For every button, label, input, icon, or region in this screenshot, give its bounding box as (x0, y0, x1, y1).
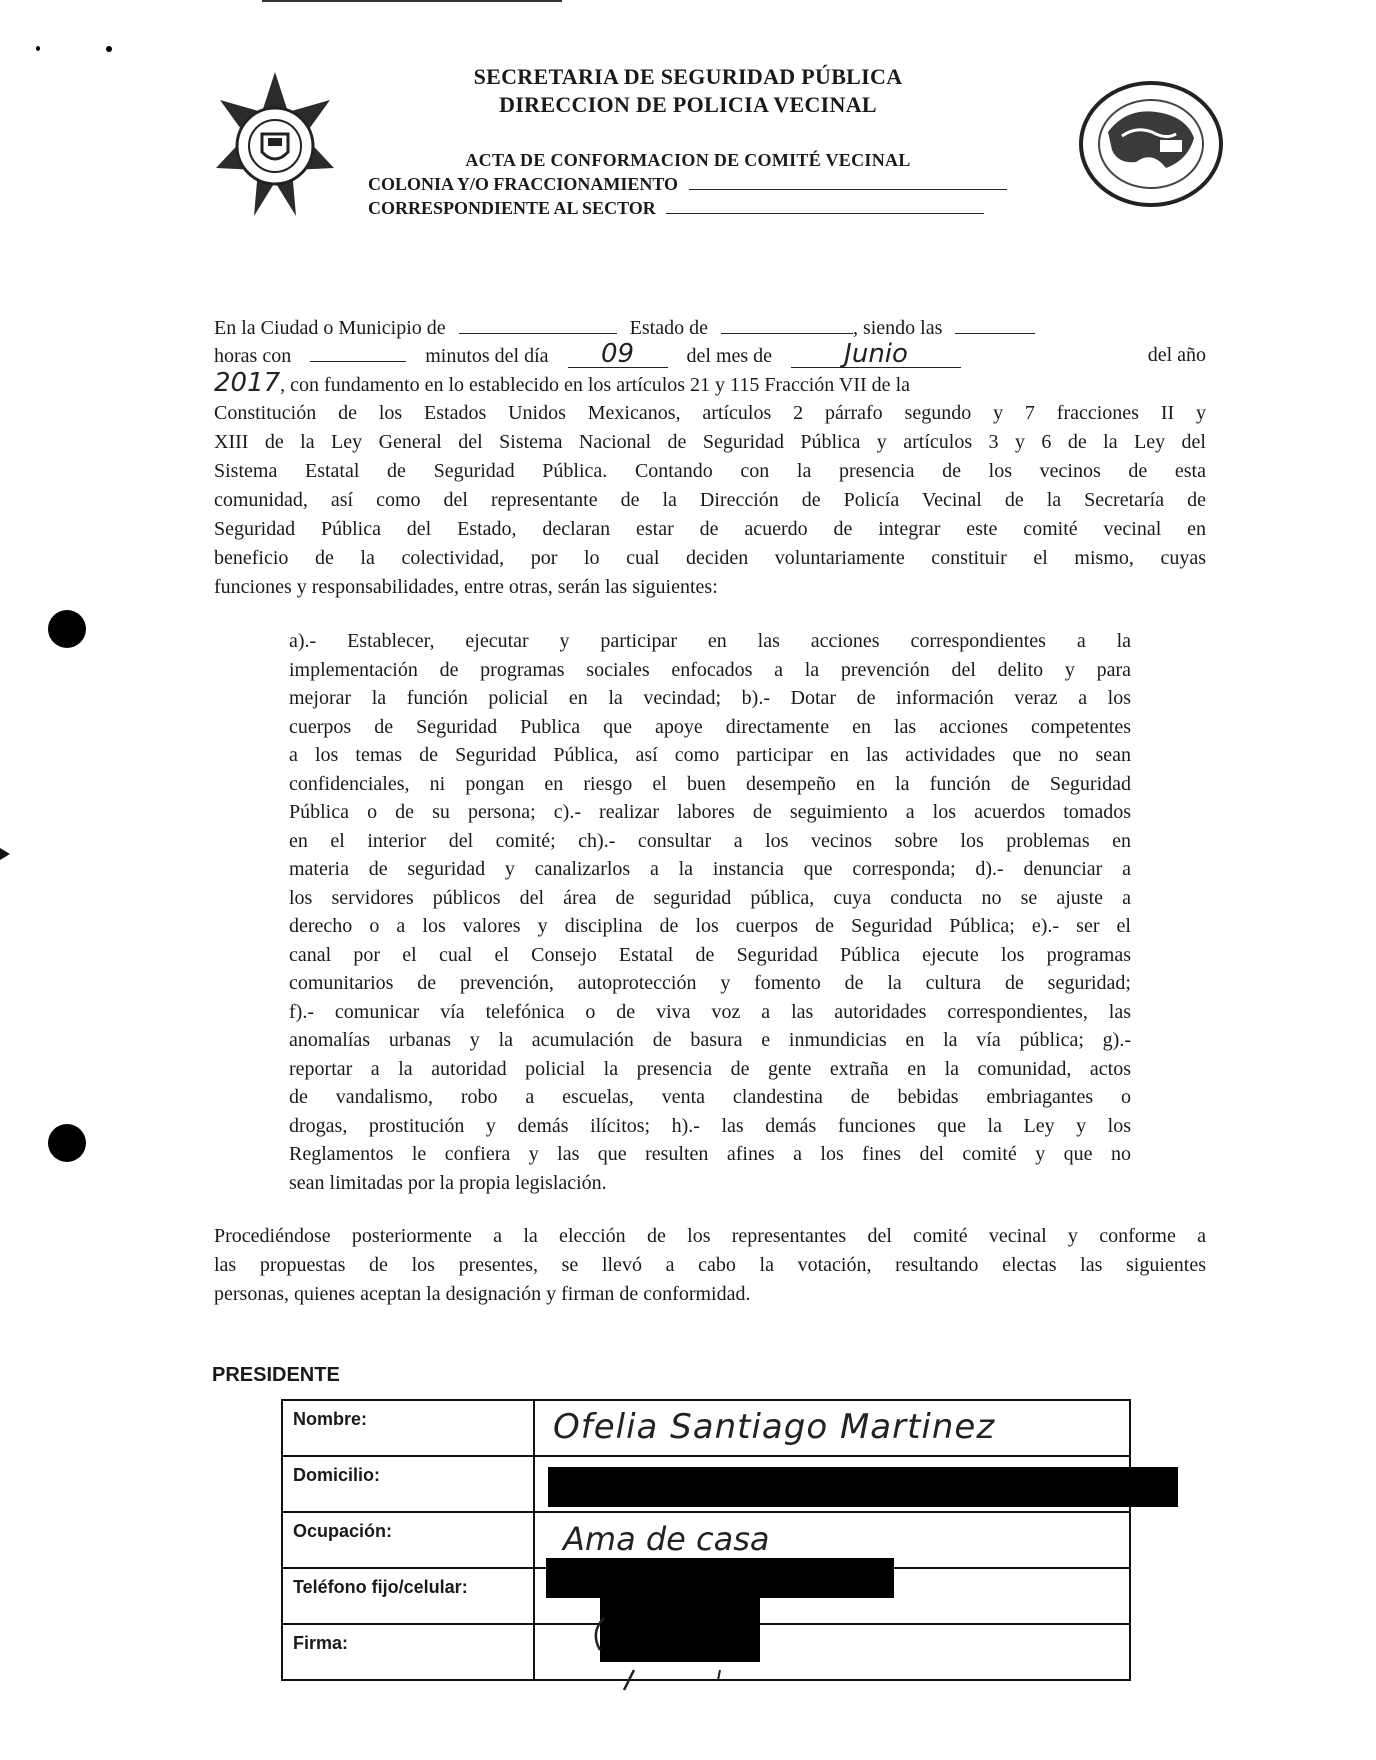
intro-city-label: En la Ciudad o Municipio de (214, 317, 446, 339)
nombre-label: Nombre: (282, 1400, 534, 1456)
colonia-line (368, 174, 1007, 195)
ocupacion-label: Ocupación: (282, 1512, 534, 1568)
colonia-blank (689, 189, 1007, 190)
nombre-cell[interactable] (534, 1400, 1130, 1456)
year-value: 2017 (214, 368, 281, 398)
ministry-title: SECRETARIA DE SEGURIDAD PÚBLICA (473, 64, 903, 89)
function-line: reportar a la autoridad policial la presencia de gente extraña en la comunidad, actos (289, 1057, 1131, 1080)
closing-line: las propuestas de los presentes, se llevó a cabo la votación, resultando electas las siguientes (214, 1254, 1206, 1276)
day-value: 09 (568, 341, 668, 368)
intro-state-label: Estado de (629, 317, 708, 339)
scan-speck (0, 848, 10, 860)
intro-row-2 (214, 341, 1206, 371)
intro-line: Seguridad Pública del Estado, declaran estar de acuerdo de integrar este comité vecinal en (214, 518, 1206, 540)
nombre-value: Ofelia Santiago Martinez (553, 1407, 996, 1447)
table-row (282, 1400, 1130, 1456)
function-line: derecho o a los valores y disciplina de los cuerpos de Seguridad Pública; e).- ser el (289, 915, 1131, 937)
intro-line: Sistema Estatal de Seguridad Pública. Contando con la presencia de los vecinos de esta (214, 460, 1206, 482)
ocupacion-value: Ama de casa (563, 1520, 770, 1558)
intro-line: XIII de la Ley General del Sistema Nacional de Seguridad Pública y artículos 3 y 6 de la Ley del (214, 431, 1206, 453)
hole-punch-mark (48, 1124, 86, 1162)
scan-top-line (262, 0, 562, 2)
domicilio-label: Domicilio: (282, 1456, 534, 1512)
colonia-label: COLONIA Y/O FRACCIONAMIENTO (368, 174, 679, 194)
function-line: los servidores públicos del área de seguridad pública, cuya conducta no se ajuste a (289, 886, 1131, 909)
function-line: sean limitadas por la propia legislación. (289, 1171, 607, 1194)
intro-day-label: minutos del día (425, 345, 549, 367)
signature-stroke (580, 1612, 740, 1692)
city-blank (459, 333, 617, 334)
intro-line: funciones y responsabilidades, entre otras, serán las siguientes: (214, 576, 718, 598)
closing-paragraph (214, 1222, 1206, 1309)
hole-punch-mark (48, 610, 86, 648)
minutes-blank (310, 361, 406, 362)
intro-row-1 (214, 314, 1206, 343)
function-line: anomalías urbanas y la acumulación de basura e inmundicias en la vía pública; g).- (289, 1029, 1131, 1051)
intro-line: comunidad, así como del representante de la Dirección de Policía Vecinal de la Secretaría de (214, 489, 1206, 511)
function-line: a los temas de Seguridad Pública, así como participar en las actividades que no sean (289, 744, 1131, 766)
scan-speck (106, 46, 112, 52)
sector-blank (666, 213, 984, 214)
closing-line: Procediéndose posteriormente a la elección de los representantes del comité vecinal y conforme a (214, 1225, 1206, 1247)
intro-line: Constitución de los Estados Unidos Mexicanos, artículos 2 párrafo segundo y 7 fracciones II y (214, 402, 1206, 424)
function-line: de vandalismo, robo a escuelas, venta clandestina de bebidas embriagantes o (289, 1086, 1131, 1108)
function-line: canal por el cual el Consejo Estatal de Seguridad Pública ejecute los programas (289, 943, 1131, 966)
sector-line (368, 198, 984, 219)
scan-speck (36, 46, 40, 51)
function-line: f).- comunicar vía telefónica o de viva voz a las autoridades correspondientes, las (289, 1000, 1131, 1023)
function-line: drogas, prostitución y demás ilícitos; h).- las demás funciones que la Ley y los (289, 1114, 1131, 1137)
domicilio-redaction (548, 1467, 1178, 1507)
telefono-label: Teléfono fijo/celular: (282, 1568, 534, 1624)
function-line: materia de seguridad y canalizarlos a la instancia que corresponda; d).- denunciar a (289, 858, 1131, 880)
telefono-redaction (546, 1558, 894, 1598)
function-line: cuerpos de Seguridad Publica que apoye directamente en las acciones competentes (289, 715, 1131, 738)
function-line: implementación de programas sociales enfocados a la prevención del delito y para (289, 658, 1131, 681)
directorate-title: DIRECCION DE POLICIA VECINAL (499, 92, 877, 117)
function-line: en el interior del comité; ch).- consultar a los vecinos sobre los problemas en (289, 829, 1131, 852)
month-value: Junio (791, 341, 961, 368)
function-line: a).- Establecer, ejecutar y participar en las acciones correspondientes a la (289, 630, 1131, 652)
intro-hours-label: , siendo las (852, 317, 943, 339)
function-line: confidenciales, ni pongan en riesgo el buen desempeño en la función de Seguridad (289, 772, 1131, 795)
state-blank (721, 333, 853, 334)
closing-line: personas, quienes aceptan la designación y firman de conformidad. (214, 1283, 751, 1305)
intro-minutes-prefix: horas con (214, 345, 292, 367)
function-line: comunitarios de prevención, autoprotección y fomento de la cultura de seguridad; (289, 972, 1131, 994)
functions-list (289, 627, 1131, 1197)
intro-month-label: del mes de (686, 345, 773, 367)
intro-legal-basis: , con fundamento en lo establecido en los artículos 21 y 115 Fracción VII de la (280, 374, 910, 396)
intro-year-label: del año (1147, 344, 1206, 366)
document-subtitle: ACTA DE CONFORMACION DE COMITÉ VECINAL (465, 150, 911, 170)
function-line: Reglamentos le confiera y las que resulten afines a los fines del comité y que no (289, 1143, 1131, 1165)
intro-line: beneficio de la colectividad, por lo cual deciden voluntariamente constituir el mismo, cuyas (214, 547, 1206, 569)
president-heading: PRESIDENTE (212, 1364, 340, 1386)
sector-label: CORRESPONDIENTE AL SECTOR (368, 198, 656, 218)
function-line: mejorar la función policial en la vecindad; b).- Dotar de información veraz a los (289, 687, 1131, 709)
intro-row-3 (214, 370, 1206, 400)
function-line: Pública o de su persona; c).- realizar labores de seguimiento a los acuerdos tomados (289, 801, 1131, 823)
hours-blank (955, 333, 1035, 334)
firma-label: Firma: (282, 1624, 534, 1680)
intro-paragraph (214, 399, 1206, 602)
